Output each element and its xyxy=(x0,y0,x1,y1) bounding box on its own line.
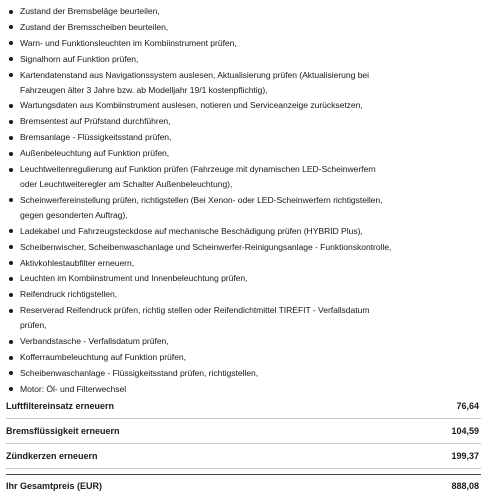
checklist-item-text: Fahrzeugen älter 3 Jahre bzw. ab Modelljahr 19/1 kostenpflichtig), xyxy=(20,84,268,95)
checklist-item-text: prüfen, xyxy=(20,320,47,331)
checklist-item xyxy=(8,20,478,35)
checklist-item-text: Scheibenwischer, Scheibenwaschanlage und Scheinwerfer-Reinigungsanlage - Funktionskontrolle, xyxy=(20,241,392,252)
bullet-icon xyxy=(9,340,13,344)
bullet-icon xyxy=(9,293,13,297)
checklist-item-text: Außenbeleuchtung auf Funktion prüfen, xyxy=(20,148,170,159)
bullet-icon xyxy=(9,152,13,156)
checklist-item xyxy=(8,4,478,19)
checklist-item-text: gegen gesonderten Auftrag), xyxy=(20,209,128,220)
checklist-item xyxy=(8,68,478,98)
bullet-icon xyxy=(9,104,13,108)
checklist-item-text: Leuchtweitenregulierung auf Funktion prüfen (Fahrzeuge mit dynamischen LED-Scheinwerfern xyxy=(20,164,376,175)
checklist-item-text: Bremsentest auf Prüfstand durchführen, xyxy=(20,116,171,127)
checklist-item xyxy=(8,162,478,192)
bullet-icon xyxy=(9,356,13,360)
checklist-item xyxy=(8,98,478,113)
checklist-item xyxy=(8,224,478,239)
bullet-icon xyxy=(9,309,13,313)
total-amount: 888,08 xyxy=(451,480,479,491)
bullet-icon xyxy=(9,57,13,61)
checklist-item-text: Kartendatenstand aus Navigationssystem auslesen, Aktualisierung prüfen (Aktualisierung bei xyxy=(20,69,370,80)
price-row-brake-fluid xyxy=(6,419,481,444)
price-label: Zündkerzen erneuern xyxy=(6,451,98,461)
total-label: Ihr Gesamtpreis (EUR) xyxy=(6,480,103,491)
checklist-item xyxy=(8,52,478,67)
bullet-icon xyxy=(9,41,13,45)
checklist-item-text: Ladekabel und Fahrzeugsteckdose auf mechanische Beschädigung prüfen (HYBRID Plus), xyxy=(20,225,363,236)
checklist-item xyxy=(8,193,478,223)
bullet-icon xyxy=(9,168,13,172)
checklist-item xyxy=(8,366,478,381)
checklist-item xyxy=(8,146,478,161)
bullet-icon xyxy=(9,371,13,375)
checklist-item xyxy=(8,130,478,145)
bullet-icon xyxy=(9,245,13,249)
bullet-icon xyxy=(9,261,13,265)
price-label: Bremsflüssigkeit erneuern xyxy=(6,426,120,436)
bullet-icon xyxy=(9,277,13,281)
bullet-icon xyxy=(9,10,13,14)
checklist-item xyxy=(8,36,478,51)
checklist-item-text: Wartungsdaten aus Kombiinstrument auslesen, notieren und Serviceanzeige zurücksetzen, xyxy=(20,100,363,111)
checklist-item xyxy=(8,256,478,271)
checklist-item-text: Signalhorn auf Funktion prüfen, xyxy=(20,53,139,64)
price-row-spark-plugs xyxy=(6,444,481,469)
checklist-item-text: Zustand der Bremsbeläge beurteilen, xyxy=(20,6,160,16)
price-table xyxy=(6,394,481,496)
checklist-item-text: Zustand der Bremsscheiben beurteilen, xyxy=(20,21,169,32)
bullet-icon xyxy=(9,25,13,29)
total-price-row xyxy=(6,474,481,496)
checklist-item-text: Verbandstasche - Verfallsdatum prüfen, xyxy=(20,336,169,347)
service-checklist xyxy=(8,4,478,398)
checklist-item xyxy=(8,287,478,302)
bullet-icon xyxy=(9,120,13,124)
checklist-item xyxy=(8,334,478,349)
price-amount: 76,64 xyxy=(456,401,479,411)
checklist-item xyxy=(8,271,478,286)
checklist-item-text: Motor: Öl- und Filterwechsel xyxy=(20,383,127,394)
checklist-item-text: Scheinwerfereinstellung prüfen, richtigstellen (Bei Xenon- oder LED-Scheinwerfern richtigstellen, xyxy=(20,194,383,205)
checklist-item-text: Reserverad Reifendruck prüfen, richtig stellen oder Reifendichtmittel TIREFIT - Verfallsdatum xyxy=(20,305,370,316)
checklist-item-text: Leuchten im Kombiinstrument und Innenbeleuchtung prüfen, xyxy=(20,273,248,284)
price-row-air-filter xyxy=(6,394,481,419)
checklist-item-text: Bremsanlage - Flüssigkeitsstand prüfen, xyxy=(20,132,172,143)
bullet-icon xyxy=(9,198,13,202)
checklist-item xyxy=(8,350,478,365)
price-label: Luftfiltereinsatz erneuern xyxy=(6,401,115,411)
checklist-item xyxy=(8,114,478,129)
bullet-icon xyxy=(9,387,13,391)
checklist-item-text: oder Leuchtweiteregler am Schalter Außenbeleuchtung), xyxy=(20,179,233,190)
checklist-item-text: Kofferraumbeleuchtung auf Funktion prüfen, xyxy=(20,352,186,363)
checklist-item-text: Reifendruck richtigstellen, xyxy=(20,289,118,300)
bullet-icon xyxy=(9,229,13,233)
bullet-icon xyxy=(9,73,13,77)
price-amount: 199,37 xyxy=(451,451,479,461)
checklist-item xyxy=(8,303,478,333)
checklist-item-text: Aktivkohlestaubfilter erneuern, xyxy=(20,257,135,268)
checklist-item xyxy=(8,240,478,255)
checklist-item-text: Scheibenwaschanlage - Flüssigkeitsstand prüfen, richtigstellen, xyxy=(20,367,259,378)
price-amount: 104,59 xyxy=(451,426,479,436)
checklist-item-text: Warn- und Funktionsleuchten im Kombiinstrument prüfen, xyxy=(20,37,237,48)
bullet-icon xyxy=(9,136,13,140)
